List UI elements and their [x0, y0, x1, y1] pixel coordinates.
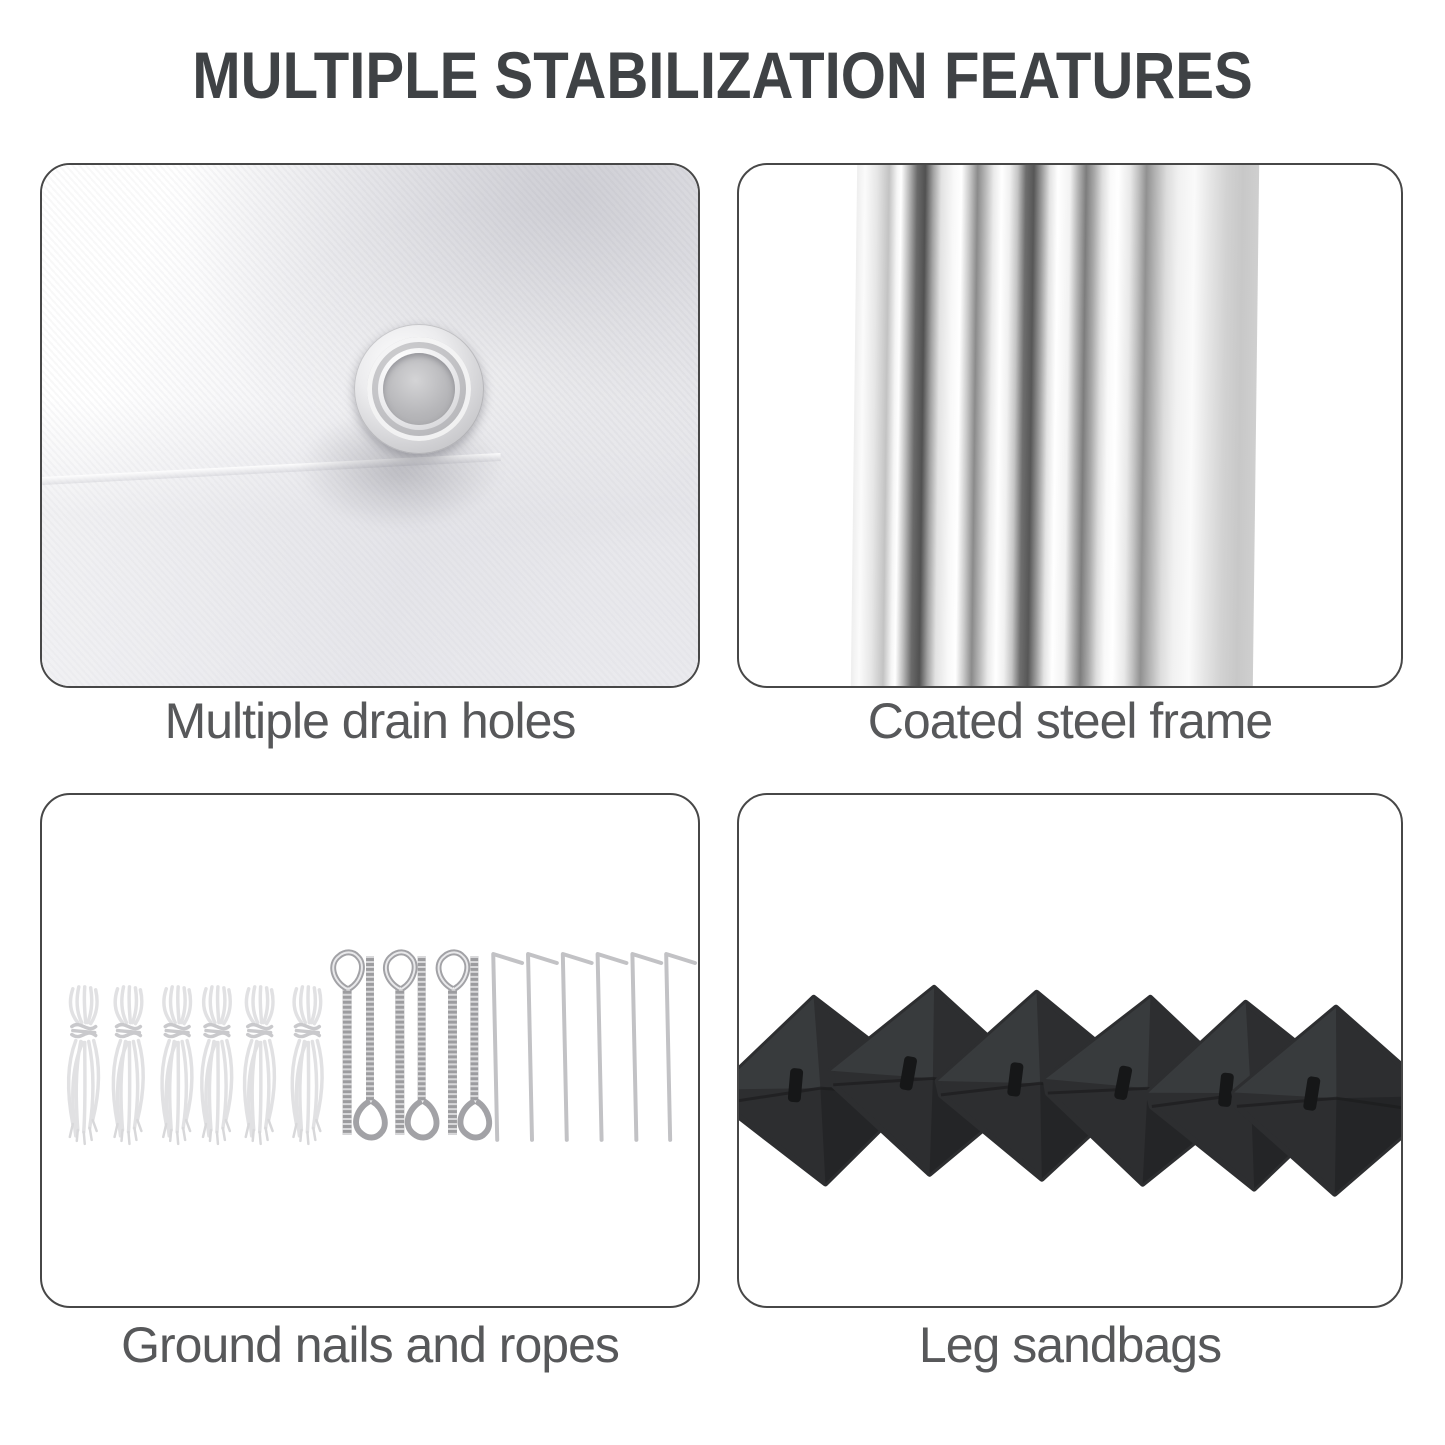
ground-peg [632, 954, 661, 1140]
ground-nails-photo-panel [40, 793, 700, 1308]
caption-ground-nails: Ground nails and ropes [121, 1317, 619, 1373]
ground-peg [563, 954, 592, 1140]
rope-hanks [69, 987, 322, 1144]
ground-peg [666, 954, 695, 1140]
ground-peg [493, 954, 522, 1140]
rope-bundle [113, 987, 143, 1144]
steel-frame-photo-panel [737, 163, 1403, 688]
rope-bundle [69, 987, 99, 1144]
eye-stake [356, 956, 385, 1138]
caption-drain-holes: Multiple drain holes [164, 693, 576, 749]
rope-bundle [162, 987, 192, 1144]
drain-hole-grommet [354, 324, 484, 454]
leg-sandbags-row [739, 984, 1401, 1195]
feature-cell-steel-frame [737, 163, 1403, 688]
rope-bundle [245, 987, 275, 1144]
steel-frame-poles [850, 163, 1259, 688]
drain-holes-photo-panel [40, 163, 700, 688]
eye-stakes [333, 952, 489, 1137]
feature-cell-ground-nails [40, 793, 700, 1308]
sandbags-photo [739, 795, 1401, 1307]
feature-cell-drain-holes [40, 163, 700, 688]
caption-steel-frame: Coated steel frame [867, 693, 1273, 749]
ground-peg [528, 954, 557, 1140]
sandbags-photo-panel [737, 793, 1403, 1308]
rope-bundle [292, 987, 322, 1144]
caption-sandbags: Leg sandbags [918, 1317, 1222, 1373]
grommet-hole [383, 353, 455, 425]
hook-ground-pegs [493, 954, 695, 1140]
rope-bundle [202, 987, 232, 1144]
eye-stake [333, 952, 362, 1135]
ground-peg [598, 954, 627, 1140]
ground-nails-photo [42, 795, 698, 1307]
page-title: MULTIPLE STABILIZATION FEATURES [192, 38, 1253, 112]
feature-cell-sandbags [737, 793, 1403, 1308]
